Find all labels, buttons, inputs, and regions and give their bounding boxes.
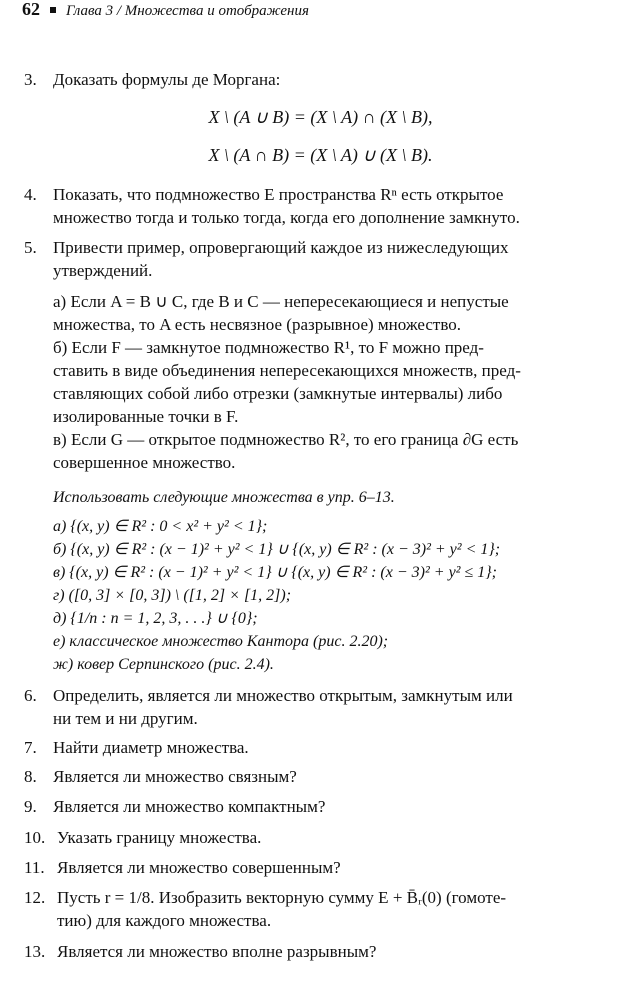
- exercise-text-line: множество тогда и только тогда, когда его дополнение замкнуто.: [53, 208, 520, 227]
- statement-line: множества, то A есть несвязное (разрывное) множество.: [53, 315, 461, 334]
- exercise-11: [24, 856, 610, 879]
- exercise-7: [24, 736, 610, 759]
- exercise-text-line: Пусть r = 1/8. Изобразить векторную сумму E + B̄ᵣ(0) (гомоте-: [57, 888, 507, 907]
- statement-line: совершенное множество.: [53, 453, 236, 472]
- exercise-text-line: Определить, является ли множество открытым, замкнутым или: [53, 686, 513, 705]
- statement-line: б) Если F — замкнутое подмножество R¹, то F можно пред-: [53, 338, 484, 357]
- set-b: б) {(x, y) ∈ R² : (x − 1)² + y² < 1} ∪ {(x, y) ∈ R² : (x − 3)² + y² < 1};: [53, 541, 501, 558]
- exercise-text: Является ли множество компактным?: [53, 797, 326, 816]
- exercise-number: 10.: [24, 828, 46, 847]
- exercise-text: Указать границу множества.: [57, 828, 262, 847]
- set-g: ж) ковер Серпинского (рис. 2.4).: [53, 656, 274, 673]
- statement-c: [53, 428, 611, 474]
- exercise-text-line: утверждений.: [53, 261, 153, 280]
- set-d: г) ([0, 3] × [0, 3]) \ ([1, 2] × [1, 2]);: [53, 587, 292, 604]
- exercise-number: 7.: [24, 738, 37, 757]
- statement-line: а) Если A = B ∪ C, где B и C — непересекающиеся и непустые: [53, 292, 509, 311]
- exercise-text-line: тию) для каждого множества.: [57, 911, 272, 930]
- exercise-text: Найти диаметр множества.: [53, 738, 249, 757]
- exercise-number: 4.: [24, 185, 37, 204]
- exercise-number: 9.: [24, 797, 37, 816]
- exercise-text-line: Привести пример, опровергающий каждое из нижеследующих: [53, 238, 509, 257]
- exercise-number: 5.: [24, 238, 37, 257]
- statement-line: изолированные точки в F.: [53, 407, 239, 426]
- statement-line: ставить в виде объединения непересекающихся множеств, пред-: [53, 361, 521, 380]
- set-e: д) {1/n : n = 1, 2, 3, . . .} ∪ {0};: [53, 610, 258, 627]
- exercise-number: 6.: [24, 686, 37, 705]
- exercise-number: 13.: [24, 942, 46, 961]
- chapter-title: Глава 3 / Множества и отображения: [66, 3, 309, 19]
- statement-a: [53, 290, 611, 336]
- exercise-text: Является ли множество совершенным?: [57, 858, 341, 877]
- exercise-12: [24, 886, 610, 932]
- exercise-text-line: Показать, что подмножество E пространства Rⁿ есть открытое: [53, 185, 504, 204]
- exercise-6: [24, 684, 610, 730]
- exercise-text: Является ли множество связным?: [53, 767, 297, 786]
- exercise-text: Является ли множество вполне разрывным?: [57, 942, 377, 961]
- exercise-8: [24, 765, 610, 788]
- header-bullet-icon: [50, 7, 56, 13]
- exercise-3: [24, 68, 610, 91]
- exercise-13: [24, 940, 610, 963]
- formula-de-morgan-2: X \ (A ∩ B) = (X \ A) ∪ (X \ B).: [208, 145, 433, 165]
- set-f: е) классическое множество Кантора (рис. 2.20);: [53, 633, 389, 650]
- exercise-10: [24, 826, 610, 849]
- page-number: 62: [22, 0, 40, 19]
- exercise-number: 3.: [24, 70, 37, 89]
- exercise-text: Доказать формулы де Моргана:: [53, 70, 281, 89]
- exercise-text-line: ни тем и ни другим.: [53, 709, 198, 728]
- set-c: в) {(x, y) ∈ R² : (x − 1)² + y² < 1} ∪ {(x, y) ∈ R² : (x − 3)² + y² ≤ 1};: [53, 564, 497, 581]
- statement-b: [53, 336, 611, 428]
- exercise-4: [24, 183, 610, 229]
- statement-line: в) Если G — открытое подмножество R², то его граница ∂G есть: [53, 430, 519, 449]
- exercise-5: [24, 236, 610, 282]
- set-a: а) {(x, y) ∈ R² : 0 < x² + y² < 1};: [53, 518, 268, 535]
- exercise-number: 12.: [24, 888, 46, 907]
- statement-line: ставляющих собой либо отрезки (замкнутые интервалы) либо: [53, 384, 503, 403]
- running-header: [22, 0, 622, 40]
- sets-instruction: Использовать следующие множества в упр. 6–13.: [53, 489, 395, 506]
- formula-de-morgan-1: X \ (A ∪ B) = (X \ A) ∩ (X \ B),: [208, 107, 433, 127]
- exercise-number: 11.: [24, 858, 45, 877]
- exercise-9: [24, 795, 610, 818]
- exercise-number: 8.: [24, 767, 37, 786]
